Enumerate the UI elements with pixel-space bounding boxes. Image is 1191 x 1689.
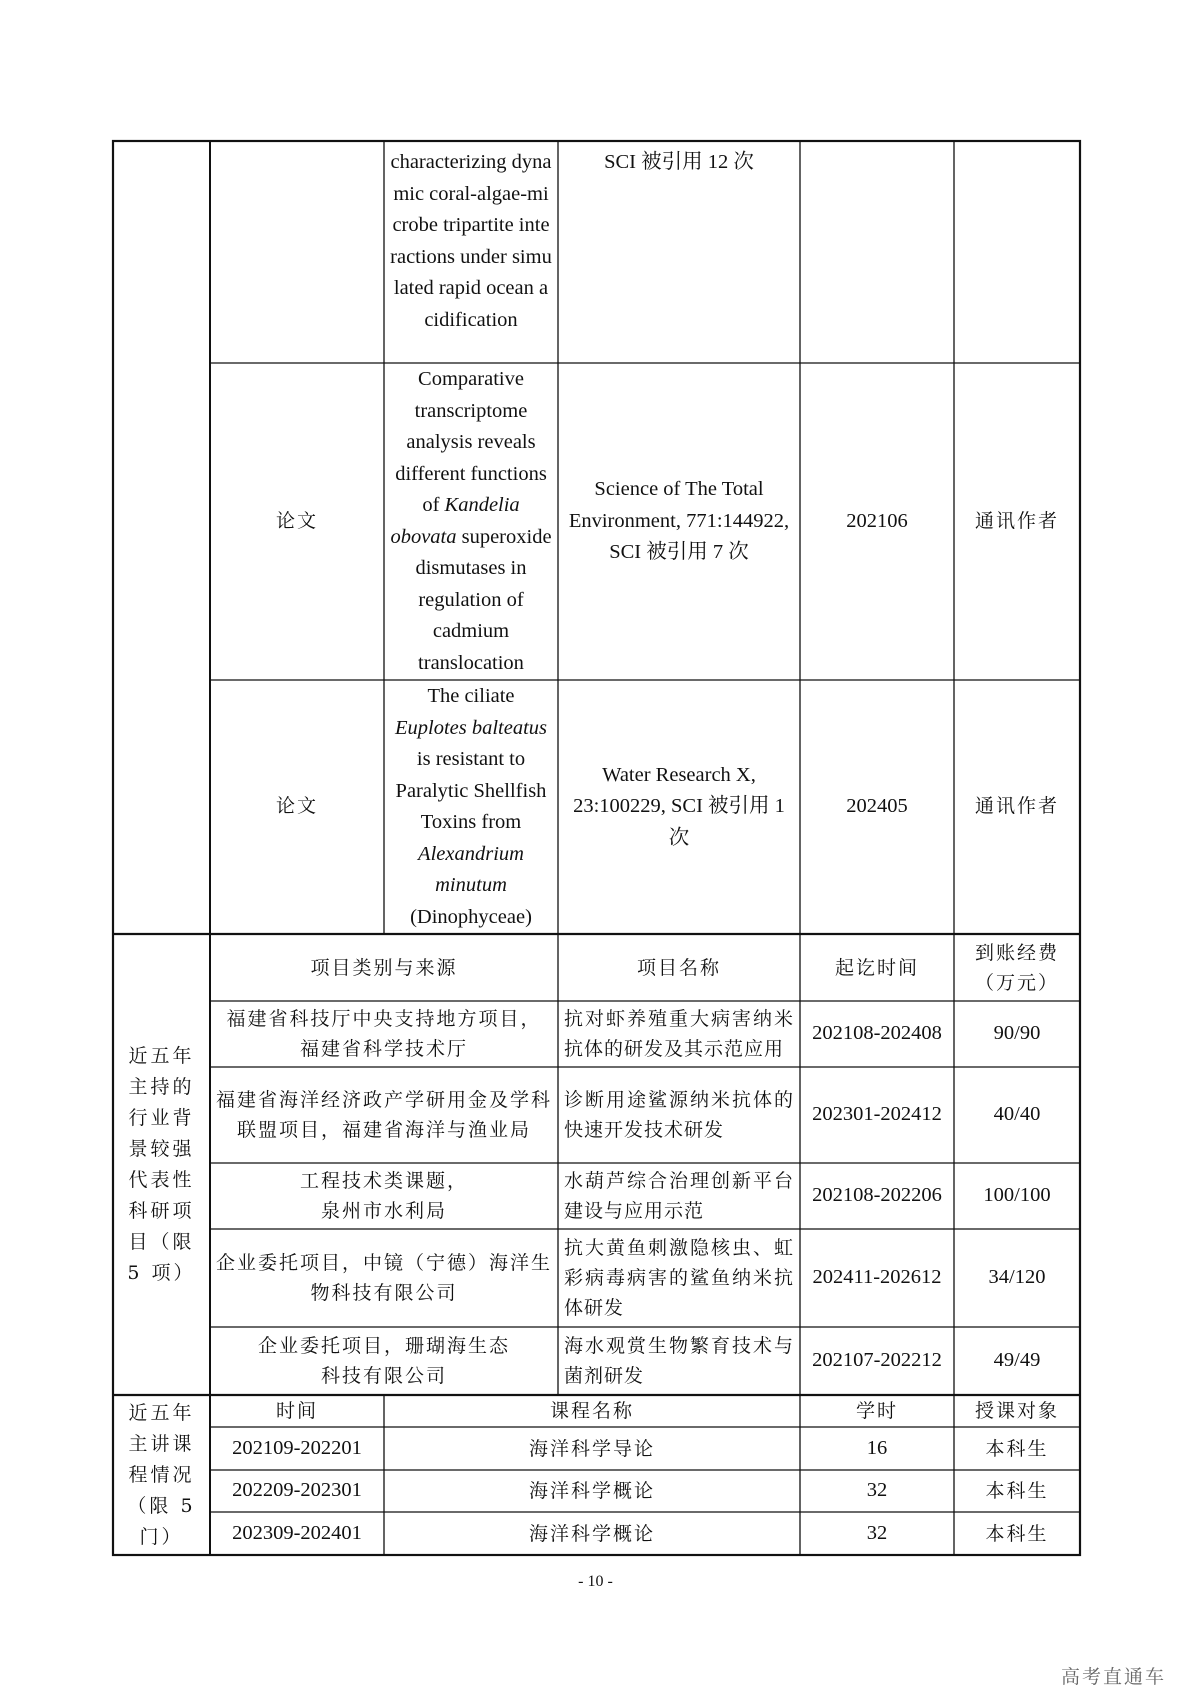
paper-type	[210, 141, 384, 363]
paper-date	[800, 141, 954, 363]
courses-section-label: 近五年主讲课程情况（限 5 门）	[127, 1401, 196, 1548]
course-hours: 32	[866, 1479, 888, 1502]
header-funding: 到账经费（万元）	[974, 941, 1059, 994]
paper-title	[384, 363, 558, 680]
course-hours: 16	[866, 1436, 888, 1459]
paper-journal: Science of The Total Environment, 771:144922, SCI 被引用 7 次	[568, 478, 790, 564]
project-period: 202107-202212	[812, 1349, 942, 1372]
project-category: 福建省海洋经济政产学研用金及学科联盟项目，福建省海洋与渔业局	[216, 1089, 553, 1141]
course-audience: 本科生	[985, 1522, 1049, 1545]
project-funding: 100/100	[983, 1184, 1051, 1207]
course-audience: 本科生	[985, 1437, 1049, 1460]
project-name: 诊断用途鲨源纳米抗体的快速开发技术研发	[564, 1089, 794, 1141]
paper-title-species: Alexandrium minutum	[418, 842, 524, 896]
projects-section-label: 近五年主持的行业背景较强代表性科研项目（限 5 项）	[127, 1044, 196, 1284]
paper-date: 202106	[846, 509, 908, 532]
paper-title-part: superoxide dismutases in regulation of cadmium translocation	[415, 525, 552, 674]
project-period: 202411-202612	[812, 1266, 942, 1289]
paper-title-text: characterizing dynamic coral-algae-microbe tripartite interactions under simulated rapid ocean acidification	[390, 151, 552, 331]
header-category: 项目类别与来源	[310, 956, 458, 979]
course-name: 海洋科学概论	[528, 1522, 655, 1545]
paper-journal: SCI 被引用 12 次	[604, 151, 754, 173]
header-period: 起讫时间	[834, 956, 919, 979]
paper-title-part: Comparative transcriptome analysis reveals different functions of	[395, 368, 547, 516]
paper-title-part: The ciliate	[427, 685, 515, 707]
paper-title	[384, 141, 558, 363]
paper-title-part: is resistant to Paralytic Shellfish Toxins from	[395, 748, 547, 833]
course-name: 海洋科学导论	[528, 1437, 655, 1460]
project-period: 202301-202412	[812, 1103, 942, 1126]
paper-type: 论文	[275, 509, 318, 532]
project-name: 抗大黄鱼刺激隐核虫、虹彩病毒病害的鲨鱼纳米抗体研发	[564, 1237, 794, 1319]
project-category: 福建省科技厅中央支持地方项目，福建省科学技术厅	[226, 1008, 542, 1060]
page-number: - 10 -	[578, 1573, 613, 1590]
paper-date: 202405	[846, 795, 908, 818]
project-funding: 49/49	[993, 1349, 1041, 1372]
project-funding: 90/90	[993, 1022, 1041, 1045]
course-name: 海洋科学概论	[528, 1480, 655, 1502]
header-name: 项目名称	[636, 956, 721, 979]
project-category: 工程技术类课题，泉州市水利局	[300, 1170, 469, 1222]
header-hours: 学时	[855, 1400, 898, 1422]
project-name: 水葫芦综合治理创新平台建设与应用示范	[564, 1170, 794, 1222]
paper-title-species: Kandelia obovata	[390, 494, 520, 548]
project-name: 抗对虾养殖重大病害纳米抗体的研发及其示范应用	[564, 1008, 794, 1060]
project-category: 企业委托项目，珊瑚海生态科技有限公司	[258, 1335, 511, 1387]
course-time: 202109-202201	[232, 1436, 362, 1459]
project-period: 202108-202408	[812, 1022, 942, 1045]
course-audience: 本科生	[985, 1480, 1049, 1502]
paper-role: 通讯作者	[974, 509, 1059, 532]
course-time: 202309-202401	[232, 1521, 362, 1544]
course-time: 202209-202301	[232, 1479, 362, 1502]
header-time: 时间	[275, 1400, 318, 1422]
paper-title-part: (Dinophyceae)	[410, 905, 532, 928]
course-hours: 32	[866, 1521, 888, 1544]
project-name: 海水观赏生物繁育技术与菌剂研发	[564, 1335, 794, 1387]
paper-role	[954, 141, 1080, 363]
paper-journal: Water Research X, 23:100229, SCI 被引用 1 次	[573, 763, 785, 849]
project-funding: 40/40	[993, 1103, 1041, 1126]
project-funding: 34/120	[988, 1266, 1046, 1289]
project-period: 202108-202206	[812, 1184, 942, 1207]
paper-type: 论文	[275, 795, 318, 818]
header-course-name: 课程名称	[549, 1400, 634, 1422]
project-category: 企业委托项目，中镜（宁德）海洋生物科技有限公司	[215, 1252, 552, 1304]
watermark: 高考直通车	[1060, 1666, 1166, 1688]
paper-role: 通讯作者	[974, 795, 1059, 818]
paper-title-species: Euplotes balteatus	[394, 716, 548, 739]
paper-title	[384, 680, 558, 934]
header-audience: 授课对象	[974, 1400, 1059, 1422]
